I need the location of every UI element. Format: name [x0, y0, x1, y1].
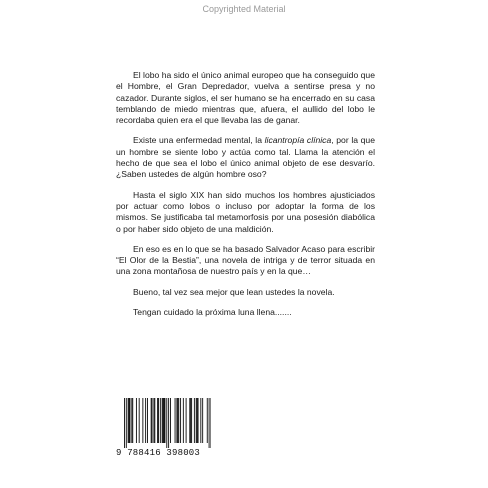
barcode-bar — [152, 398, 153, 443]
blurb-paragraph — [116, 287, 375, 298]
barcode-bar — [196, 398, 197, 443]
barcode-bar — [209, 398, 210, 448]
barcode-bar — [197, 398, 198, 443]
copyright-watermark: Copyrighted Material — [202, 4, 286, 14]
barcode-bar — [186, 398, 187, 443]
barcode-bar — [151, 398, 152, 443]
isbn-digits: 9 788416 398003 — [116, 448, 201, 458]
barcode-bar — [158, 398, 159, 443]
paragraph-text: Existe una enfermedad mental, la — [133, 135, 265, 146]
barcode-bar — [189, 398, 190, 443]
barcode-bar — [142, 398, 143, 443]
paragraph-text: Bueno, tal vez sea mejor que lean ustedes la novela. — [133, 286, 335, 297]
back-cover-blurb — [116, 70, 375, 318]
barcode-bar — [176, 398, 177, 443]
paragraph-text: Tengan cuidado la próxima luna llena....... — [133, 307, 292, 318]
barcode-bar — [164, 398, 165, 443]
barcode-bar — [162, 398, 163, 443]
paragraph-text: El lobo ha sido el único animal europeo que ha conseguido que el Hombre, el Gran Depredador, vuelva a sentirse presa y no cazador. Durante siglos, el ser humano se ha encerrado en su casa temblando de miedo mientras que, afuera, el aullido del lobo le recordaba quien era el que llevaba las de ganar. — [116, 70, 375, 126]
barcode-bar — [194, 398, 195, 443]
barcode-bar — [168, 398, 169, 448]
paragraph-text: , por la que un hombre se siente lobo y actúa como tal. Llama la atención el hecho de que sea el lobo el único animal objeto de ese desvarío. ¿Saben ustedes de algún hombre oso? — [116, 135, 375, 180]
blurb-paragraph — [116, 307, 375, 318]
barcode-bars — [116, 398, 211, 448]
isbn-barcode — [116, 398, 211, 458]
barcode-bar — [126, 398, 127, 448]
barcode-bar — [175, 398, 176, 443]
barcode-bar — [153, 398, 154, 443]
barcode-bar — [166, 398, 167, 448]
barcode-bar — [202, 398, 203, 443]
barcode-bar — [128, 398, 129, 443]
barcode-bar — [198, 398, 199, 443]
barcode-bar — [124, 398, 125, 448]
barcode-bar — [154, 398, 155, 443]
barcode-bar — [147, 398, 148, 443]
blurb-paragraph — [116, 190, 375, 235]
paragraph-text: En eso es en lo que se ha basado Salvador Acaso para escribir “El Olor de la Bestia”, una novela de intriga y de terror situada en una zona montañosa de nuestro país y en la que… — [116, 243, 375, 277]
barcode-bar — [180, 398, 181, 443]
barcode-bar — [132, 398, 133, 443]
barcode-bar — [129, 398, 130, 443]
barcode-bar — [191, 398, 192, 443]
barcode-bar — [190, 398, 191, 443]
blurb-paragraph — [116, 70, 375, 126]
barcode-bar — [163, 398, 164, 443]
barcode-bar — [207, 398, 208, 443]
blurb-paragraph — [116, 244, 375, 278]
barcode-bar — [145, 398, 146, 443]
barcode-bar — [160, 398, 161, 443]
barcode-bar — [130, 398, 131, 443]
barcode-bar — [170, 398, 171, 443]
barcode-bar — [178, 398, 179, 443]
italic-term: licantropía clínica — [264, 135, 332, 146]
barcode-bar — [139, 398, 140, 443]
barcode-bar — [131, 398, 132, 443]
paragraph-text: Hasta el siglo XIX han sido muchos los hombres ajusticiados por actuar como lobos o incluso por adoptar la forma de los mismos. Se justificaba tal metamorfosis por una posesión diabólica o por haber sido objeto de una maldición. — [116, 189, 375, 234]
barcode-bar — [183, 398, 184, 443]
barcode-bar — [177, 398, 178, 443]
blurb-paragraph — [116, 135, 375, 180]
barcode-bar — [157, 398, 158, 443]
barcode-bar — [136, 398, 137, 443]
barcode-bar — [200, 398, 201, 443]
barcode-bar — [164, 398, 165, 443]
barcode-bar — [210, 398, 211, 448]
